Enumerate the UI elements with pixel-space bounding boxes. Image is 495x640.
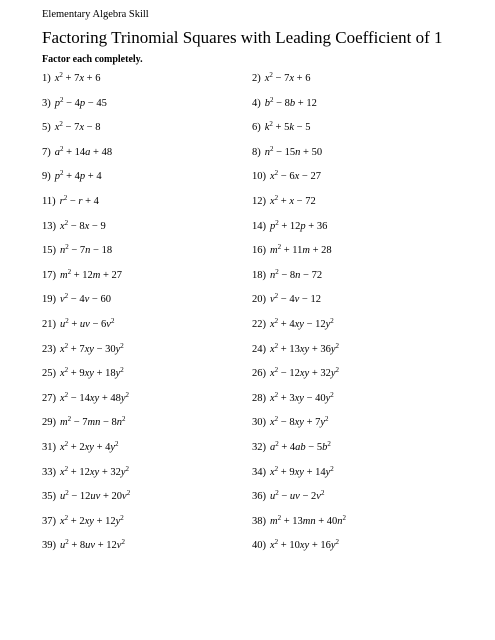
problem-item xyxy=(42,170,102,184)
problem-item xyxy=(252,392,334,406)
problem-number: 17) xyxy=(42,269,56,281)
problem-item xyxy=(252,72,310,86)
problem-expression: $u^2 - 12uv + 20v^2$ xyxy=(60,489,131,503)
problem-row xyxy=(42,416,462,441)
problem-item xyxy=(252,490,324,504)
problem-number: 36) xyxy=(252,491,266,503)
problem-item xyxy=(42,441,119,455)
problem-item xyxy=(252,416,329,430)
problem-expression: $x^2 + x - 72$ xyxy=(270,193,316,207)
problem-number: 6) xyxy=(252,122,261,134)
problem-expression: $x^2 + 7xy - 30y^2$ xyxy=(60,341,124,355)
problem-number: 19) xyxy=(42,294,56,306)
problem-number: 13) xyxy=(42,220,56,232)
problem-number: 32) xyxy=(252,441,266,453)
problem-row xyxy=(42,170,462,195)
problem-item xyxy=(252,343,339,357)
problem-row xyxy=(42,490,462,515)
problem-number: 23) xyxy=(42,343,56,355)
problem-number: 20) xyxy=(252,294,266,306)
problem-expression: $u^2$ − uv − $2v^2$ xyxy=(270,489,325,503)
problem-item xyxy=(42,146,112,160)
problem-row xyxy=(42,220,462,245)
problem-number: 30) xyxy=(252,417,266,429)
problem-row xyxy=(42,244,462,269)
problem-number: 31) xyxy=(42,441,56,453)
problem-number: 10) xyxy=(252,171,266,183)
problem-number: 26) xyxy=(252,368,266,380)
problem-item xyxy=(252,367,339,381)
problem-item xyxy=(42,72,100,86)
problem-number: 29) xyxy=(42,417,56,429)
problem-item xyxy=(42,318,114,332)
problem-row xyxy=(42,72,462,97)
problem-row xyxy=(42,515,462,540)
problem-expression: $x^2 - 12xy + 32y^2$ xyxy=(270,366,340,380)
problem-row xyxy=(42,146,462,171)
problem-number: 12) xyxy=(252,195,266,207)
problem-item xyxy=(42,244,112,258)
problem-expression: $x^2 - 14xy + 48y^2$ xyxy=(60,390,130,404)
problem-item xyxy=(42,293,111,307)
problem-row xyxy=(42,343,462,368)
problem-expression: $x^2 + 7x + 6$ xyxy=(54,71,101,84)
problem-number: 39) xyxy=(42,540,56,552)
problem-item xyxy=(252,293,321,307)
problem-row xyxy=(42,466,462,491)
problem-number: 15) xyxy=(42,245,56,257)
problem-expression: $p^2 - 4p - 45$ xyxy=(54,95,107,109)
problem-number: 4) xyxy=(252,97,261,109)
problem-number: 8) xyxy=(252,146,261,158)
problem-number: 2) xyxy=(252,73,261,84)
problem-item xyxy=(252,220,327,234)
problem-row xyxy=(42,539,462,564)
problem-row xyxy=(42,97,462,122)
problem-expression: $x^2 + 9xy + 18y^2$ xyxy=(60,366,124,380)
problem-item xyxy=(252,195,316,209)
problem-expression: $x^2 - 6x - 27$ xyxy=(270,169,321,183)
problem-item xyxy=(42,515,124,529)
problem-row xyxy=(42,367,462,392)
problem-number: 25) xyxy=(42,368,56,380)
problem-expression: $n^2 - 15n + 50$ xyxy=(264,144,323,158)
problem-item xyxy=(42,466,129,480)
problem-expression: $x^2 + 12xy + 32y^2$ xyxy=(60,464,130,478)
problem-expression: $p^2 + 4p + 4$ xyxy=(54,169,102,183)
problem-row xyxy=(42,269,462,294)
problem-item xyxy=(42,220,106,234)
problem-expression: $x^2 + 4xy - 12y^2$ xyxy=(270,316,334,330)
problem-item xyxy=(252,539,339,553)
problem-number: 24) xyxy=(252,343,266,355)
problem-number: 1) xyxy=(42,73,51,84)
problem-item xyxy=(252,466,334,480)
problem-item xyxy=(42,392,129,406)
problem-number: 7) xyxy=(42,146,51,158)
problem-expression: $m^2 + 11m + 28$ xyxy=(270,243,332,257)
worksheet-title: Factoring Trinomial Squares with Leading Coefficient of 1 xyxy=(42,28,443,47)
problem-item xyxy=(252,318,334,332)
problem-item xyxy=(42,367,124,381)
problem-item xyxy=(42,490,130,504)
problem-number: 16) xyxy=(252,245,266,257)
problem-item xyxy=(252,515,346,529)
problem-expression: $x^2 + 10xy + 16y^2$ xyxy=(270,538,340,552)
problem-expression: $x^2 - 8x - 9$ xyxy=(60,218,106,232)
problem-number: 40) xyxy=(252,540,266,552)
problem-row xyxy=(42,392,462,417)
problem-expression: $x^2 + 2xy + 12y^2$ xyxy=(60,513,124,527)
problem-number: 35) xyxy=(42,491,56,503)
problem-row xyxy=(42,441,462,466)
problem-number: 9) xyxy=(42,171,51,183)
problem-number: 38) xyxy=(252,515,266,527)
problem-number: 34) xyxy=(252,466,266,478)
problem-item xyxy=(42,539,125,553)
problem-number: 33) xyxy=(42,466,56,478)
problem-row xyxy=(42,318,462,343)
problem-expression: $n^2 - 7n - 18$ xyxy=(60,243,113,257)
problem-expression: $x^2 + 3xy - 40y^2$ xyxy=(270,390,334,404)
problem-item xyxy=(252,170,321,184)
problem-expression: $x^2 - 7x - 8$ xyxy=(54,120,101,134)
problem-expression: $n^2 - 8n - 72$ xyxy=(270,267,323,281)
problem-expression: $p^2 + 12p + 36$ xyxy=(270,218,328,232)
problem-item xyxy=(42,195,99,209)
problem-item xyxy=(252,146,322,160)
problem-expression: $m^2 + 12m + 27$ xyxy=(60,267,123,281)
problem-expression: $r^2 - r + 4$ xyxy=(59,193,99,207)
problem-list xyxy=(42,72,462,564)
problem-number: 21) xyxy=(42,318,56,330)
problem-expression: $x^2 - 8xy + 7y^2$ xyxy=(270,415,329,429)
instructions: Factor each completely. xyxy=(42,54,143,65)
problem-number: 11) xyxy=(42,195,56,207)
problem-expression: $u^2$ + uv − $6v^2$ xyxy=(60,316,115,330)
problem-number: 18) xyxy=(252,269,266,281)
problem-number: 27) xyxy=(42,392,56,404)
problem-item xyxy=(42,269,122,283)
problem-item xyxy=(252,244,332,258)
problem-item xyxy=(252,269,322,283)
problem-expression: $x^2 + 2xy + 4y^2$ xyxy=(60,439,119,453)
problem-row xyxy=(42,293,462,318)
problem-number: 5) xyxy=(42,122,51,134)
problem-item xyxy=(42,416,126,430)
problem-expression: $k^2 + 5k - 5$ xyxy=(264,120,311,134)
problem-expression: $v^2 - 4v - 12$ xyxy=(270,292,321,306)
problem-item xyxy=(42,121,100,135)
problem-item xyxy=(252,121,310,135)
problem-expression: $x^2 + 9xy + 14y^2$ xyxy=(270,464,334,478)
problem-expression: $u^2 + 8uv + 12v^2$ xyxy=(60,538,125,552)
problem-expression: $m^2 - 7mn - 8n^2$ xyxy=(60,415,126,429)
problem-number: 14) xyxy=(252,220,266,232)
problem-number: 37) xyxy=(42,515,56,527)
problem-expression: $x^2 - 7x + 6$ xyxy=(264,71,311,84)
problem-item xyxy=(252,97,317,111)
worksheet-header: Elementary Algebra Skill xyxy=(42,9,149,20)
problem-expression: $b^2 - 8b + 12$ xyxy=(264,95,317,109)
problem-expression: $m^2 + 13mn + 40n^2$ xyxy=(270,513,347,527)
problem-number: 22) xyxy=(252,318,266,330)
problem-expression: $a^2 + 4ab - 5b^2$ xyxy=(270,439,331,453)
problem-number: 28) xyxy=(252,392,266,404)
problem-item xyxy=(252,441,331,455)
problem-row xyxy=(42,195,462,220)
problem-row xyxy=(42,121,462,146)
problem-item xyxy=(42,97,107,111)
problem-item xyxy=(42,343,124,357)
problem-expression: $x^2 + 13xy + 36y^2$ xyxy=(270,341,340,355)
problem-number: 3) xyxy=(42,97,51,109)
problem-expression: $v^2 - 4v - 60$ xyxy=(60,292,111,306)
problem-expression: $a^2 + 14a + 48$ xyxy=(54,144,113,158)
